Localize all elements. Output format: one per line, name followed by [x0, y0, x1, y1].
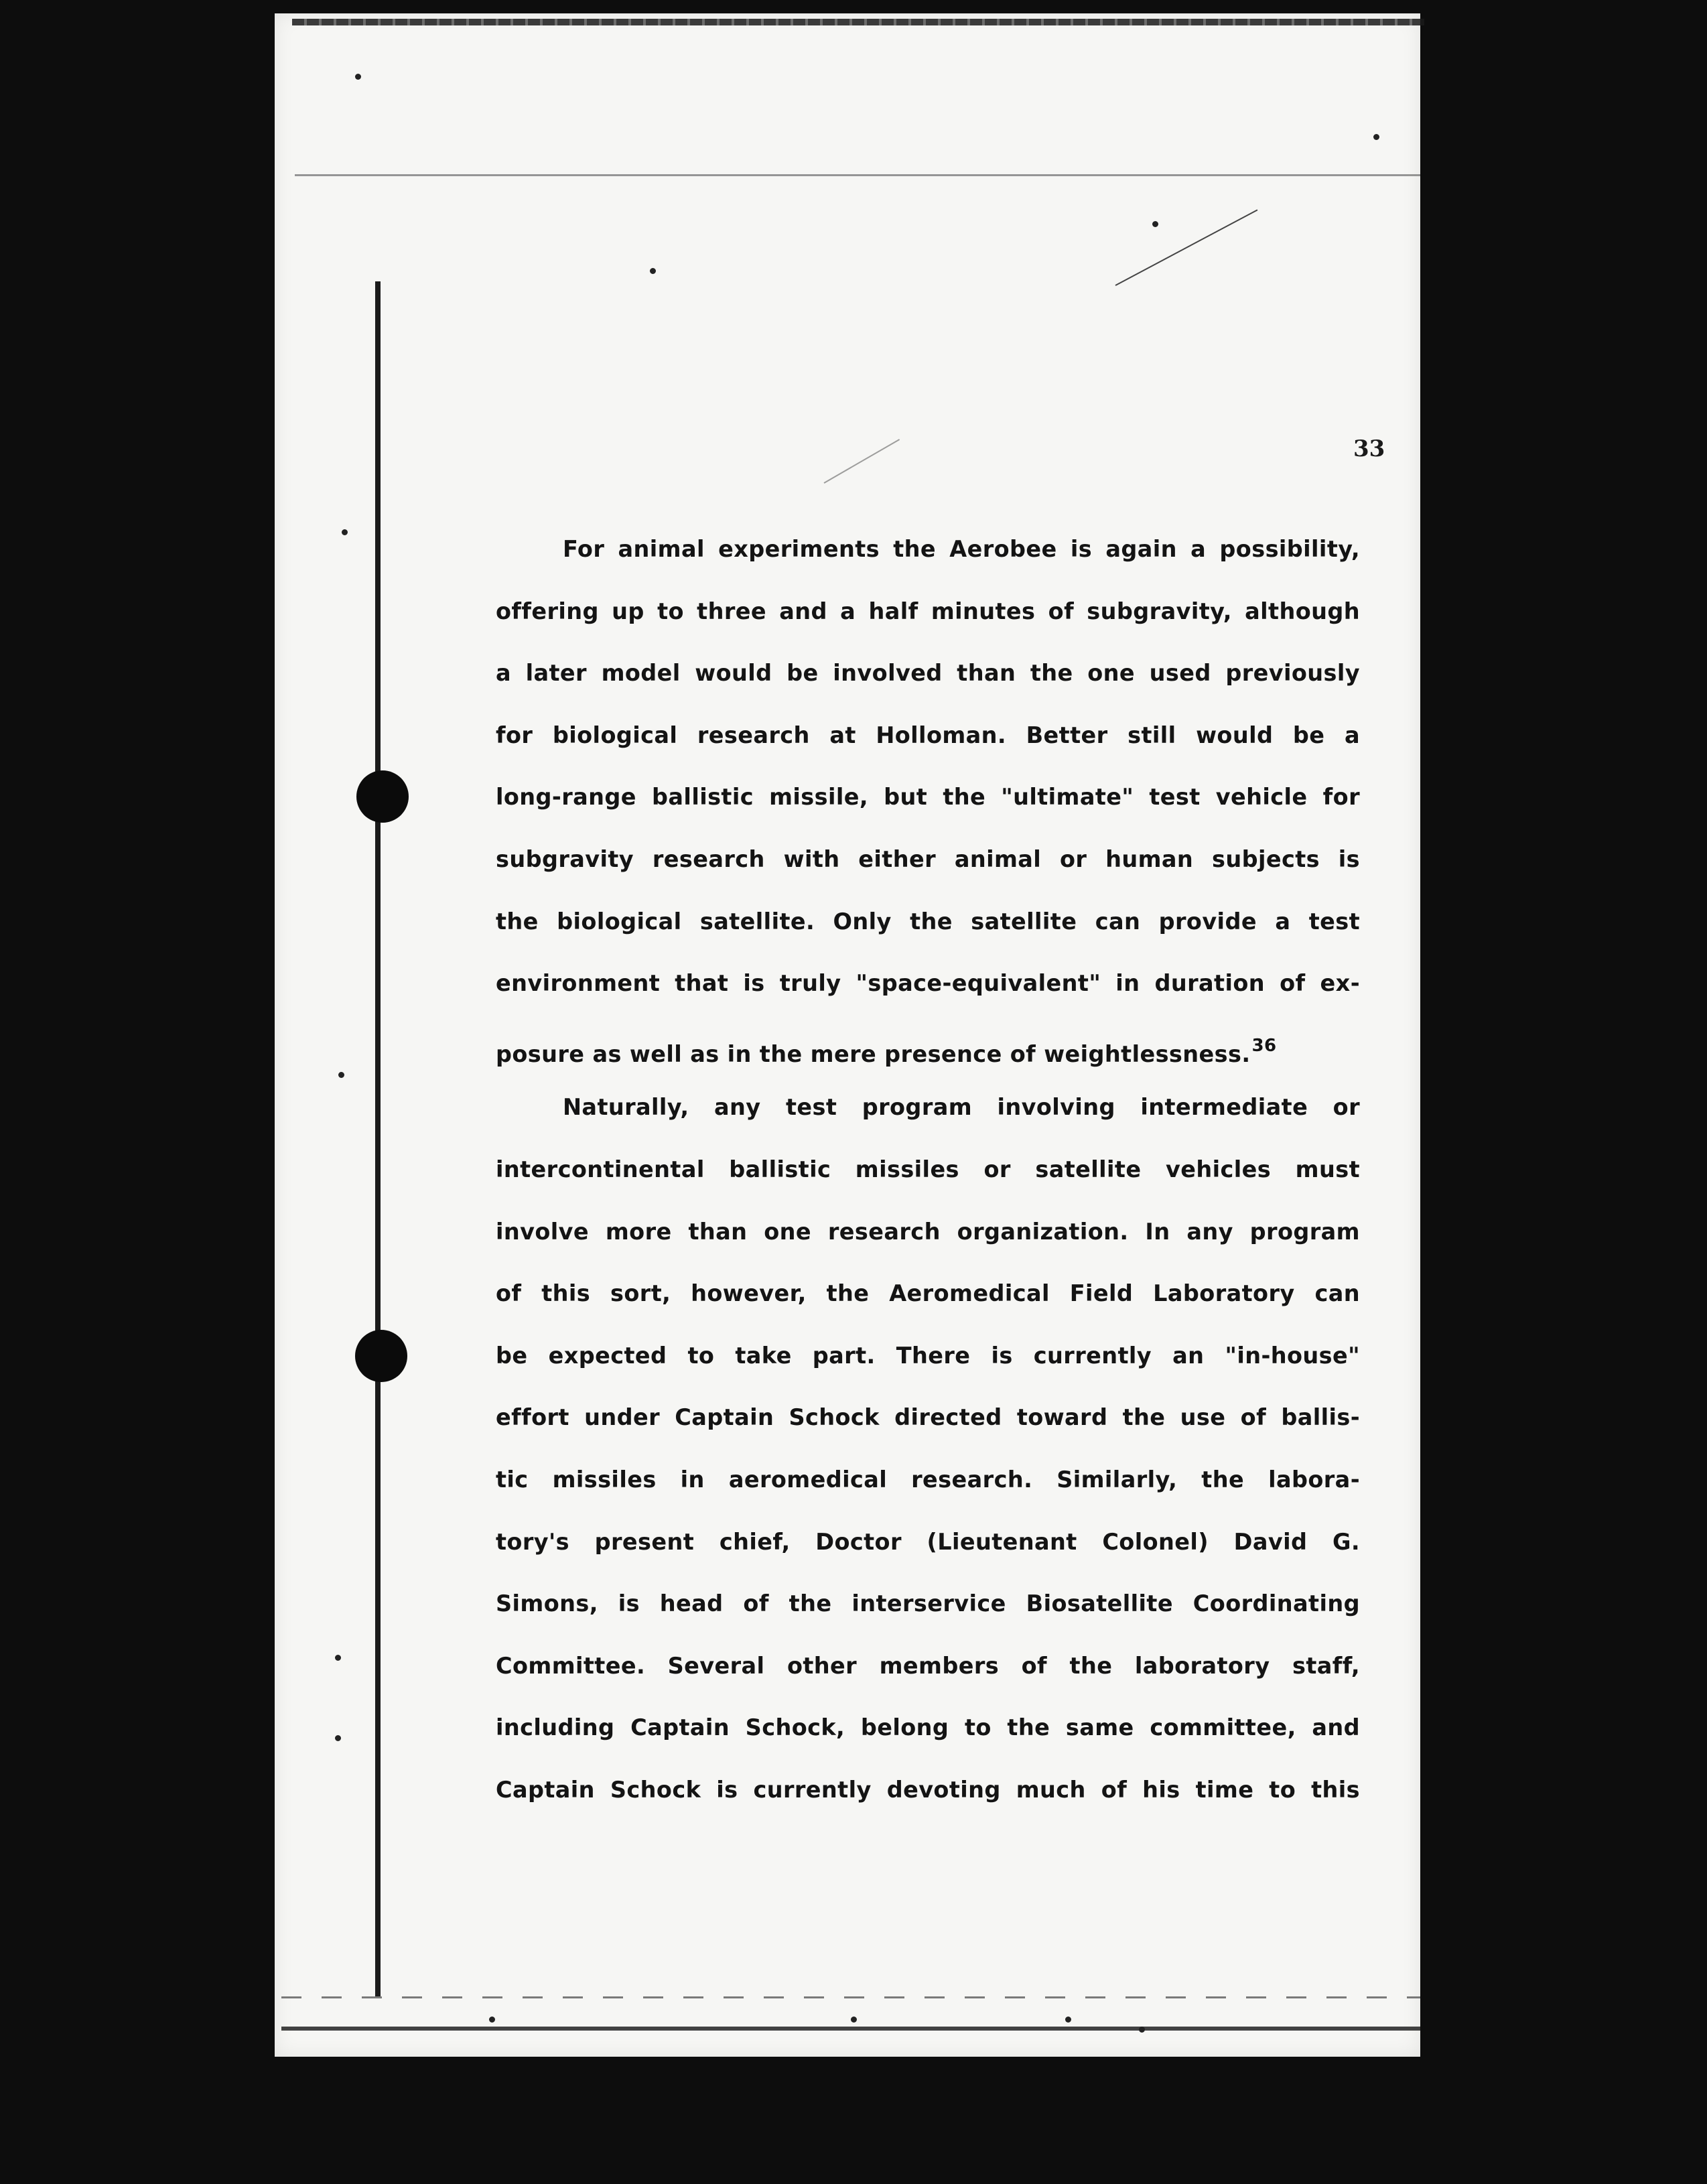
scan-speck: [342, 529, 348, 535]
text-line: intercontinental ballistic missiles or satellite vehicles must: [496, 1156, 1360, 1182]
scan-speck: [851, 2017, 857, 2023]
text-line: environment that is truly "space-equivalent" in duration of ex-: [496, 970, 1360, 997]
text-line: of this sort, however, the Aeromedical Field Laboratory can: [496, 1280, 1360, 1307]
text-line: tic missiles in aeromedical research. Similarly, the labora-: [496, 1466, 1360, 1493]
text-line: posure as well as in the mere presence of weightlessness.: [496, 1040, 1251, 1067]
scan-speck: [355, 74, 361, 80]
text-line: offering up to three and a half minutes of subgravity, although: [496, 598, 1360, 624]
text-line: involve more than one research organization. In any program: [496, 1218, 1360, 1245]
scan-speck: [1139, 2027, 1145, 2033]
punch-hole-bottom: [355, 1330, 407, 1382]
margin-binding-bar: [375, 281, 381, 1996]
text-line: be expected to take part. There is currently an "in-house": [496, 1342, 1360, 1369]
text-line-with-footnote: [496, 1026, 1360, 1088]
top-rule: [295, 174, 1420, 176]
scan-scratch: [1115, 209, 1258, 285]
text-line: the biological satellite. Only the satellite can provide a test: [496, 908, 1360, 935]
scan-speck: [1152, 221, 1158, 227]
scan-speck: [1373, 134, 1379, 140]
scan-speck: [335, 1655, 341, 1661]
text-line: Naturally, any test program involving intermediate or: [563, 1094, 1360, 1121]
document-page: [275, 13, 1420, 2057]
text-line: Captain Schock is currently devoting much of his time to this: [496, 1776, 1360, 1803]
scan-speck: [1065, 2017, 1071, 2023]
text-line: Simons, is head of the interservice Biosatellite Coordinating: [496, 1590, 1360, 1617]
bottom-dash-rule: [281, 1996, 1420, 1998]
footnote-mark: 36: [1251, 1035, 1277, 1056]
text-line: tory's present chief, Doctor (Lieutenant Colonel) David G.: [496, 1528, 1360, 1555]
text-line: Committee. Several other members of the laboratory staff,: [496, 1652, 1360, 1679]
text-line: long-range ballistic missile, but the "ultimate" test vehicle for: [496, 784, 1360, 811]
scan-speck: [335, 1735, 341, 1741]
scan-speck: [650, 268, 656, 274]
scan-scratch: [824, 439, 900, 484]
punch-hole-top: [356, 770, 409, 823]
scan-speck: [338, 1072, 344, 1078]
text-line: For animal experiments the Aerobee is again a possibility,: [563, 536, 1360, 562]
text-line: subgravity research with either animal or human subjects is: [496, 845, 1360, 872]
top-edge-artifact: [292, 19, 1424, 25]
scan-speck: [489, 2017, 495, 2023]
text-line: for biological research at Holloman. Better still would be a: [496, 722, 1360, 748]
page-number: 33: [1353, 435, 1385, 462]
body-text: [496, 529, 1360, 1832]
text-line: including Captain Schock, belong to the same committee, and: [496, 1714, 1360, 1741]
bottom-rule: [281, 2027, 1420, 2031]
text-line: a later model would be involved than the one used previously: [496, 660, 1360, 687]
text-line: effort under Captain Schock directed toward the use of ballis-: [496, 1404, 1360, 1431]
